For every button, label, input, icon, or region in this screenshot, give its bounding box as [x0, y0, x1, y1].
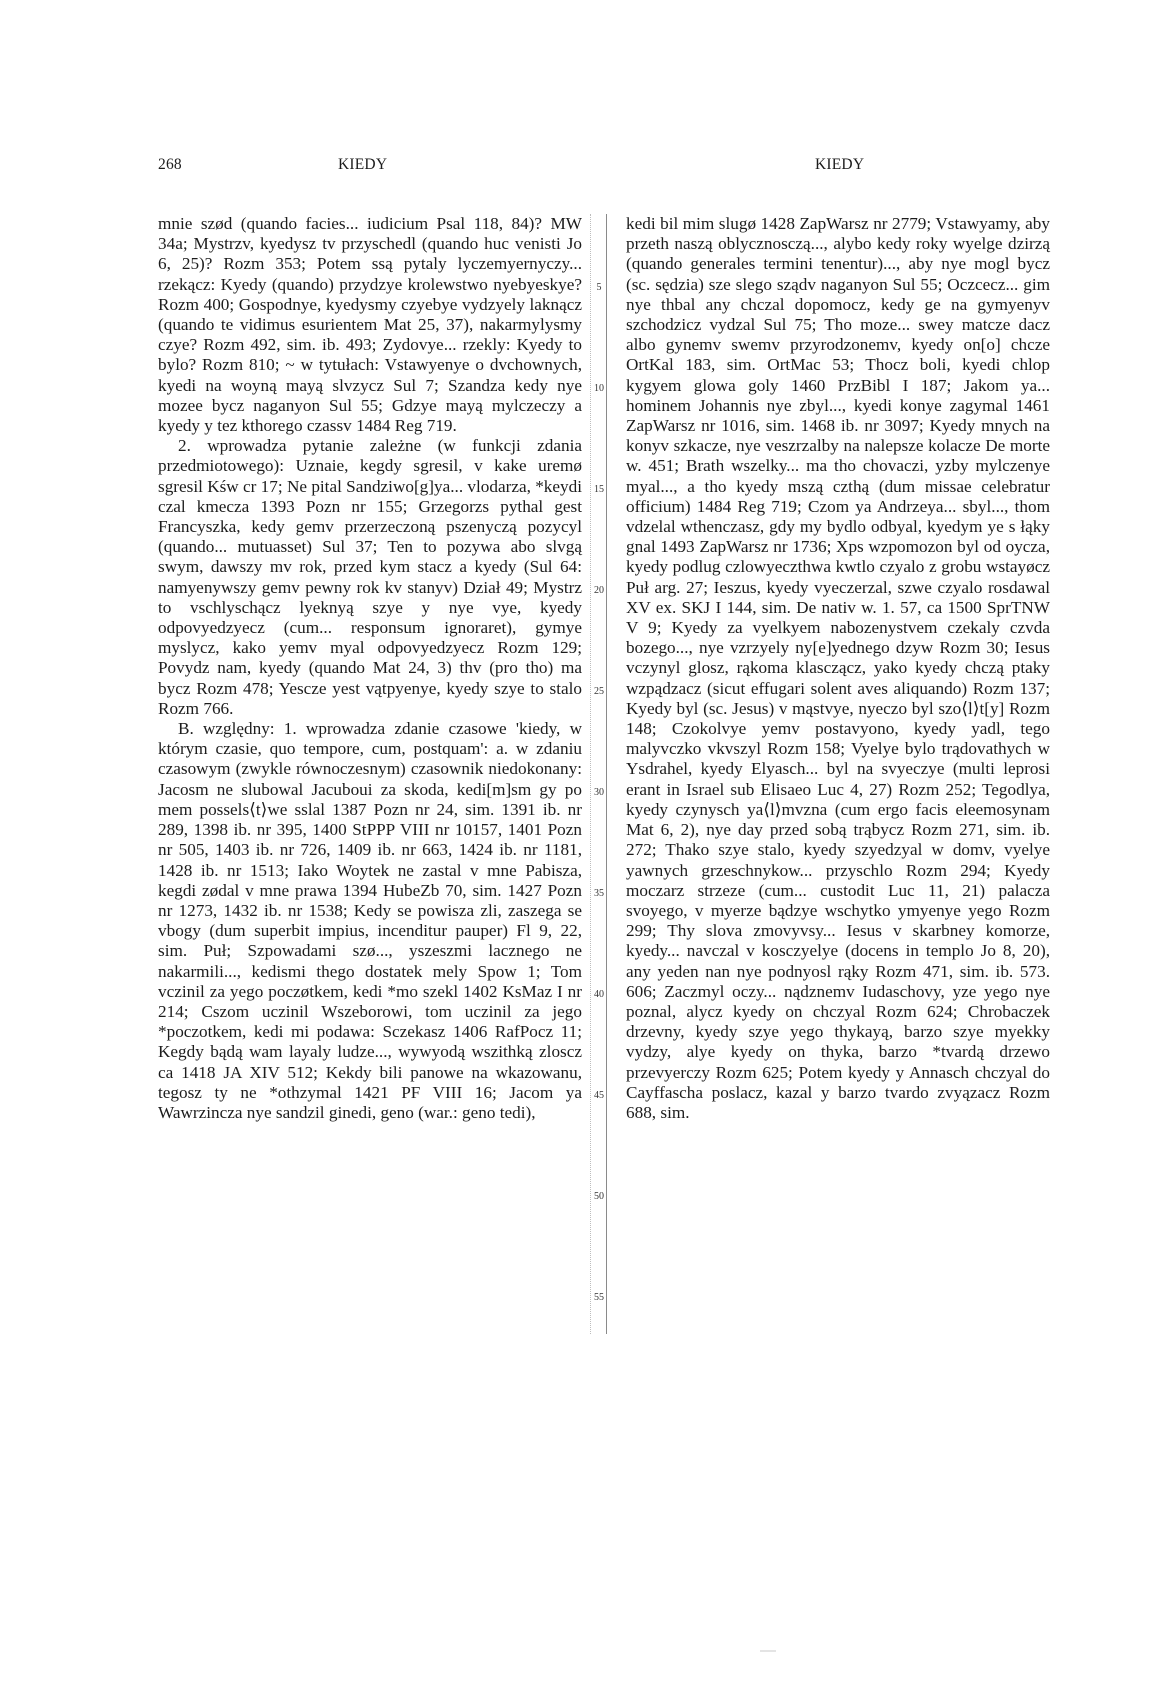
- paragraph: 2. wprowadza pytanie zależne (w funkcji zdania przedmiotowego): Uznaie, kegdy sgresil, v kake uremø sgresil Kśw cr 17; Ne pital Sandziwo[g]ya... vlodarza, *keydi czal kmecza 1393 Pozn nr 155; Grzegorzs pythal gest Francyszka, kedy gemv przerzeczoną pszenyczą pozycyl (quando... mutuasset) Sul 37; Ten to pozywa abo slvgą swym, dawszy mv rok, przed kym stacz a kyedy (Sul 64: namyenywszy gemv pewny rok kv stanyv) Dział 49; Mystrz to vschlyschącz lyeknyą szye y nye vye, kyedy odpovyedzyecz (cum... responsum ignoraret), gymye myslycz, kako yemv myal odpovyedzyecz Rozm 129; Povydz nam, kyedy (quando Mat 24, 3) thv (pro tho) ma bycz Rozm 478; Yescze yest vątpyenye, kyedy szye to stalo Rozm 766.: [158, 436, 582, 718]
- column-guide: [590, 214, 591, 1334]
- line-number: 5: [596, 282, 602, 293]
- scan-speck: [760, 1650, 776, 1652]
- line-number: 15: [594, 484, 604, 495]
- page-number: 268: [158, 156, 182, 173]
- column-divider: [606, 214, 607, 1334]
- line-number: 40: [594, 989, 604, 1000]
- paragraph: B. względny: 1. wprowadza zdanie czasowe 'kiedy, w którym czasie, quo tempore, cum, postquam': a. w zdaniu czasowym (zwykle równoczesnym) czasownik niedokonany: Jacosm ne slubowal Jacuboui za skoda, kedi[m]sm gy po mem possels⟨t⟩we sslal 1387 Pozn nr 24, sim. 1391 ib. nr 289, 1398 ib. nr 395, 1400 StPPP VIII nr 10157, 1401 Pozn nr 505, 1403 ib. nr 726, 1409 ib. nr 663, 1424 ib. nr 1181, 1428 ib. nr 1513; Iako Woytek ne zastal v mne Pabisza, kegdi zødal v mne prawa 1394 HubeZb 70, sim. 1427 Pozn nr 1273, 1432 ib. nr 1538; Kedy se powisza zli, zaszega se vbogy (dum superbit impius, incenditur pauper) Fl 9, 22, sim. Puł; Szpowadami szø..., yszeszmi lacznego ne nakarmili..., kedismi thego dostatek mely Spow 1; Tom vczinil za yego poczøtkem, kedi *mo szekl 1402 KsMaz I nr 214; Cszom uczinil Wszeborowi, tom uczinil za jego *poczotkem, kedi mi podawa: Sczekasz 1406 RafPocz 11; Kegdy bądą wam layaly ludze..., wywyodą wszithką zloscz ca 1418 JA XIV 512; Kekdy bili panowe na wkazowanu, tegosz ty ne *othzymal 1421 PF VIII 16; Jacom ya Wawrzincza nye sandzil ginedi, geno (war.: geno tedi),: [158, 719, 582, 1122]
- line-number: 30: [594, 787, 604, 798]
- line-number: 45: [594, 1090, 604, 1101]
- line-number: 55: [594, 1292, 604, 1303]
- column-left: [158, 214, 582, 1123]
- line-number: 35: [594, 888, 604, 899]
- line-number: 10: [594, 383, 604, 394]
- column-right: [626, 214, 1050, 1123]
- paragraph: mnie szød (quando facies... iudicium Psal 118, 84)? MW 34a; Mystrzv, kyedysz tv przyschedl (quando huc venisti Jo 6, 25)? Rozm 353; Potem ssą pytaly lyczemyernyczy... rzekącz: Kyedy (quando) przydzye krolewstwo nyebyeskye? Rozm 400; Gospodnye, kyedysmy czyebye vydzyely laknącz (quando te vidimus esurientem Mat 25, 37), nakarmylysmy czye? Rozm 492, sim. ib. 493; Zydovye... rzekly: Kyedy to bylo? Rozm 810; ~ w tytułach: Vstawyenye o dvchownych, kyedi na woyną mayą slvzycz Sul 7; Szandza kedy nye mozee bycz naganyon Sul 55; Gdzye mayą mylczeczy a kyedy y tez kthorego czassv 1484 Reg 719.: [158, 214, 582, 436]
- line-number: 50: [594, 1191, 604, 1202]
- paragraph: kedi bil mim slugø 1428 ZapWarsz nr 2779; Vstawyamy, aby przeth naszą oblycznosczą..., alybo kedy roky wyelge dzirzą (quando generales termini tenentur)..., aby nye mogl bycz (sc. sędzia) sze slego sządv naganyon Sul 55; Oczcecz... gim nye thbal any chczal dopomocz, kedy ge na gymyenyv szchodzicz vydzal Sul 75; Tho moze... swey matcze dacz albo gynemv swemv przyrodzonemv, kyedy on[o] chcze OrtKal 183, sim. OrtMac 53; Thocz boli, kyedi chlop kygyem glowa goly 1460 PrzBibl I 187; Jakom ya... hominem Johannis nye zbyl..., kyedi konye zagymal 1461 ZapWarsz nr 1016, sim. 1468 ib. nr 3097; Kyedy mnych na konyv szkacze, nye veszrzalby na nalepsze kolacze De morte w. 451; Brath wszelky... ma tho chovaczi, yzby mylczenye myal..., a tho kyedy mszą czthą (dum missae celebratur officium) 1484 Reg 719; Czom ya Andrzeya... sbyl..., thom vdzelal wthenczasz, gdy my bydlo odbyal, kyedym ye s łąky gnal 1493 ZapWarsz nr 1736; Xps wzpomozon byl od oycza, kyedy podlug czlowyeczthwa kwtlo czyalo z grobu wstayøcz Puł arg. 27; Ieszus, kyedy vyeczerzal, szwe czyalo rosdawal XV ex. SKJ I 144, sim. De nativ w. 1. 57, ca 1500 SprTNW V 9; Kyedy za vyelkyem nabozenystvem czekaly czvda bozego..., nye vzrzyely ny[e]yednego dzyw Rozm 30; Iesus vczynyl glosz, rąkoma klasczącz, yako kyedy chczą ptaky wzpądzacz (sicut effugari solent aves aliquando) Rozm 137; Kyedy byl (sc. Jesus) v mąstvye, nyeczo byl szo⟨l⟩t[y] Rozm 148; Czokolvye yemv postavyono, kyedy yadl, tego malyvczko vkvszyl Rozm 158; Vyelye bylo trądovathych w Ysdrahel, kyedy Elyasch... byl na svyeczye (multi leprosi erant in Israel sub Elisaeo Luc 4, 27) Rozm 252; Tegodlya, kyedy czynysch ya⟨l⟩mvzna (cum ergo facis eleemosynam Mat 6, 2), nye day przed sobą trąbycz Rozm 271, sim. ib. 272; Thako szye stalo, kyedy szyedzyal w domv, vyelye yawnych grzeschnykow... przyschlo Rozm 294; Kyedy moczarz strzeze (cum... custodit Luc 11, 21) palacza svoyego, v myerze bądzye wschytko ymyenye yego Rozm 299; Thy slova zmovyvsy... Iesus v skarbney komorze, kyedy... navczal v kosczyelye (docens in templo Jo 8, 20), any yeden nan nye podnyosl rąky Rozm 471, sim. ib. 573. 606; Zaczmyl oczy... nądznemv Iudaschovy, yze yego nye poznal, alycz kyedy on chczyal Rozm 624; Chrobaczek drzevny, kyedy szye yego thykayą, barzo szye myekky vydzy, alye kyedy on thyka, barzo *tvardą drzewo przevyerczy Rozm 625; Potem kyedy y Annasch chczyal do Cayffascha poslacz, kazal y barzo tvardo zvyązacz Rozm 688, sim.: [626, 214, 1050, 1122]
- line-number: 25: [594, 686, 604, 697]
- running-head-left: KIEDY: [338, 156, 388, 173]
- running-head-right: KIEDY: [815, 156, 865, 173]
- line-number: 20: [594, 585, 604, 596]
